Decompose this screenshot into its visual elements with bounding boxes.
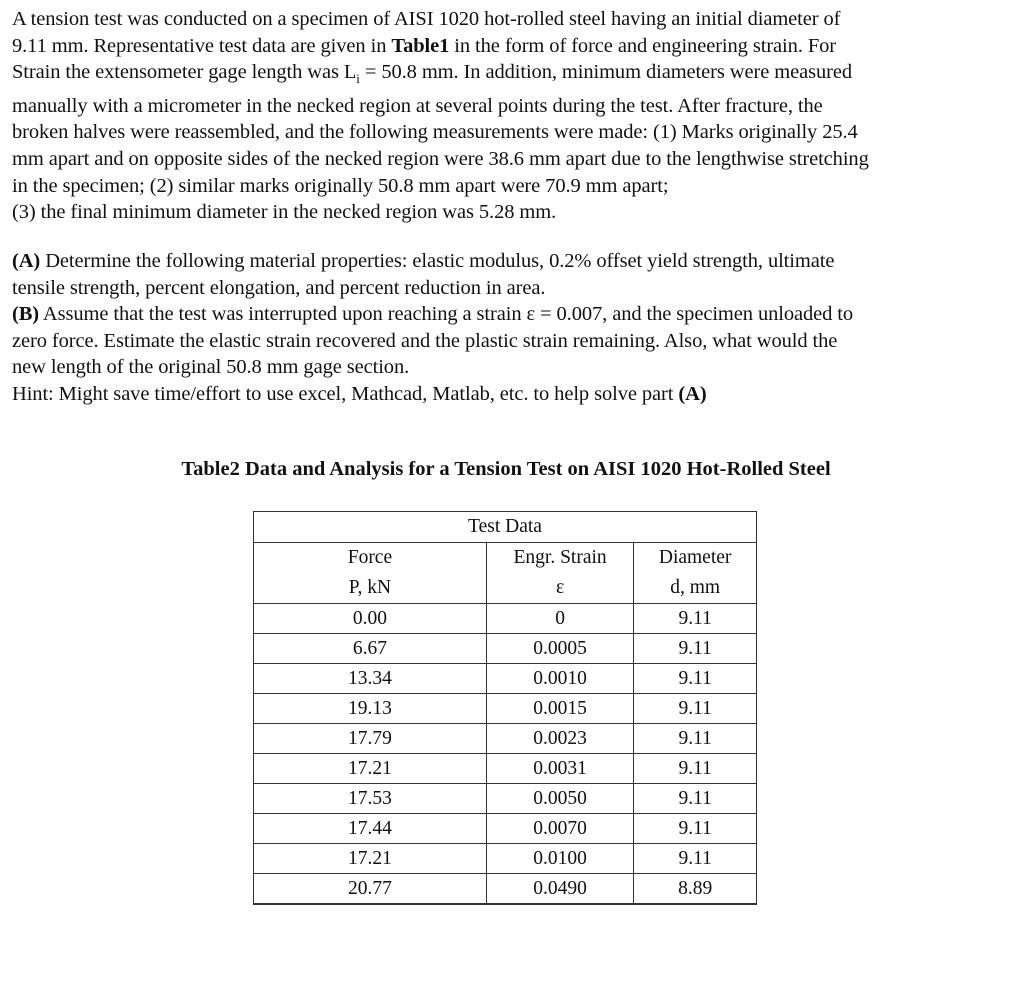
- gage-subscript: i: [356, 71, 360, 87]
- column-header-force: Force: [254, 543, 487, 574]
- part-a-label: (A): [12, 250, 41, 272]
- cell-strain: 0.0005: [486, 634, 633, 664]
- column-header-diameter: Diameter: [634, 543, 757, 574]
- cell-diameter: 9.11: [634, 844, 757, 874]
- problem-line: (3) the final minimum diameter in the necked region was 5.28 mm.: [12, 201, 557, 224]
- cell-strain: 0.0031: [486, 754, 633, 784]
- table-row: [254, 694, 757, 724]
- cell-force: 19.13: [254, 694, 487, 724]
- column-unit-force: P, kN: [254, 573, 487, 604]
- cell-diameter: 9.11: [634, 754, 757, 784]
- problem-line: A tension test was conducted on a specimen of AISI 1020 hot-rolled steel having an initial diameter of: [12, 8, 841, 30]
- problem-line: manually with a micrometer in the necked region at several points during the test. After fracture, the: [12, 94, 823, 117]
- group-header: Test Data: [254, 512, 757, 543]
- problem-line: mm apart and on opposite sides of the necked region were 38.6 mm apart due to the lengthwise stretching: [12, 148, 869, 171]
- cell-force: 17.21: [254, 844, 487, 874]
- cell-force: 6.67: [254, 634, 487, 664]
- cell-diameter: 8.89: [634, 874, 757, 905]
- problem-line: broken halves were reassembled, and the following measurements were made: (1) Marks originally 25.4: [12, 121, 858, 144]
- table-row: [254, 814, 757, 844]
- cell-force: 0.00: [254, 604, 487, 634]
- cell-force: 13.34: [254, 664, 487, 694]
- cell-strain: 0.0100: [486, 844, 633, 874]
- table-row: [254, 844, 757, 874]
- cell-force: 17.44: [254, 814, 487, 844]
- cell-diameter: 9.11: [634, 724, 757, 754]
- cell-strain: 0.0010: [486, 664, 633, 694]
- part-b-line: zero force. Estimate the elastic strain recovered and the plastic strain remaining. Also, what would the: [12, 329, 838, 352]
- column-header-strain: Engr. Strain: [486, 543, 633, 574]
- part-b-label: (B): [12, 303, 40, 326]
- hint-line: Hint: Might save time/effort to use excel, Mathcad, Matlab, etc. to help solve part (A): [12, 382, 707, 405]
- cell-diameter: 9.11: [634, 604, 757, 634]
- table-row: [254, 874, 757, 905]
- cell-strain: 0.0490: [486, 874, 633, 905]
- problem-line: 9.11 mm. Representative test data are given in Table1 in the form of force and engineering strain. For: [12, 34, 837, 57]
- test-data-table: [253, 511, 757, 905]
- column-unit-strain: ε: [486, 573, 633, 604]
- cell-diameter: 9.11: [634, 784, 757, 814]
- table-title: Table2 Data and Analysis for a Tension Test on AISI 1020 Hot-Rolled Steel: [181, 458, 831, 480]
- hint-bold: (A): [678, 382, 707, 405]
- cell-strain: 0.0070: [486, 814, 633, 844]
- part-b-line: (B) Assume that the test was interrupted upon reaching a strain ε = 0.007, and the specimen unloaded to: [12, 303, 854, 326]
- cell-strain: 0: [486, 604, 633, 634]
- problem-statement: [12, 6, 1012, 226]
- table-reference: Table1: [391, 34, 450, 57]
- cell-force: 17.21: [254, 754, 487, 784]
- column-unit-row: [254, 573, 757, 604]
- part-b-line: new length of the original 50.8 mm gage section.: [12, 356, 410, 379]
- cell-strain: 0.0050: [486, 784, 633, 814]
- table-row: [254, 604, 757, 634]
- cell-diameter: 9.11: [634, 814, 757, 844]
- part-a-line: (A) Determine the following material properties: elastic modulus, 0.2% offset yield strength, ultimate: [12, 250, 835, 272]
- table-row: [254, 784, 757, 814]
- part-a-line: tensile strength, percent elongation, and percent reduction in area.: [12, 276, 546, 299]
- table-row: [254, 634, 757, 664]
- cell-diameter: 9.11: [634, 634, 757, 664]
- problem-parts: [12, 248, 1012, 408]
- table-row: [254, 664, 757, 694]
- cell-strain: 0.0015: [486, 694, 633, 724]
- cell-diameter: 9.11: [634, 694, 757, 724]
- cell-strain: 0.0023: [486, 724, 633, 754]
- table-row: [254, 724, 757, 754]
- cell-diameter: 9.11: [634, 664, 757, 694]
- problem-line: in the specimen; (2) similar marks originally 50.8 mm apart were 70.9 mm apart;: [12, 174, 669, 197]
- column-header-row: [254, 543, 757, 574]
- column-unit-diameter: d, mm: [634, 573, 757, 604]
- cell-force: 17.53: [254, 784, 487, 814]
- cell-force: 17.79: [254, 724, 487, 754]
- table-row: [254, 754, 757, 784]
- problem-line: Strain the extensometer gage length was $L_i = 50.8$ mm. In addition, minimum diameters were measured: [12, 61, 852, 87]
- table-group-header-row: [254, 512, 757, 543]
- cell-force: 20.77: [254, 874, 487, 905]
